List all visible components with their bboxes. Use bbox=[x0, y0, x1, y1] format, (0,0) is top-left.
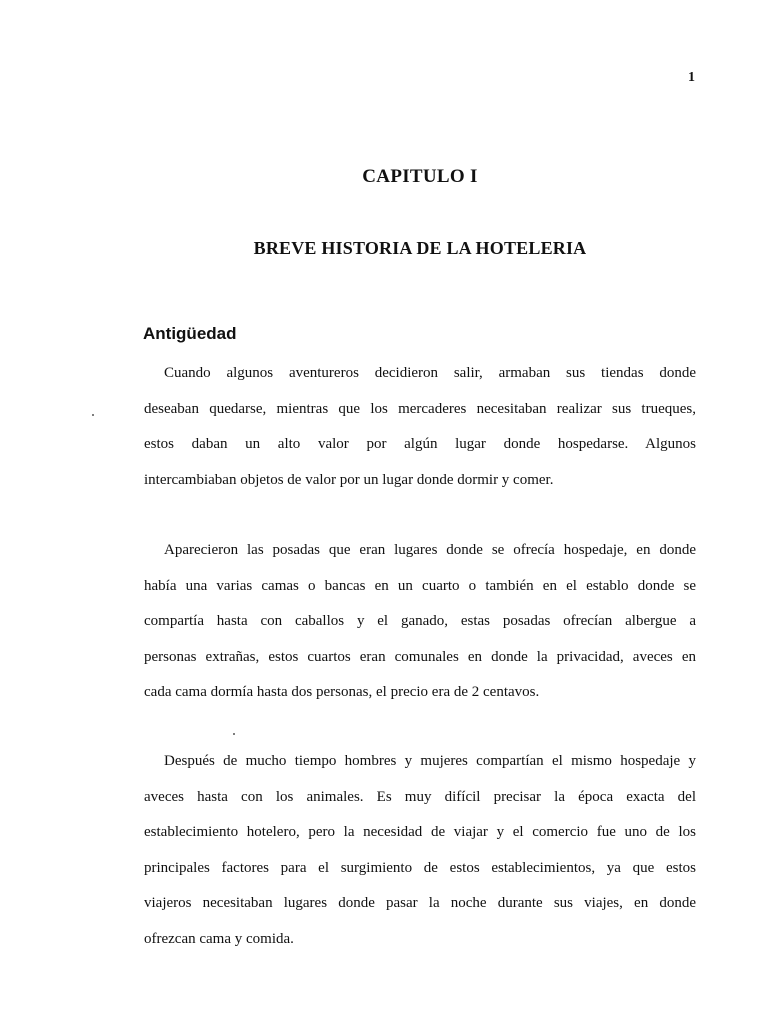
scan-speck bbox=[233, 733, 235, 735]
paragraph-line: aveces hasta con los animales. Es muy difícil precisar la época exacta del bbox=[144, 788, 696, 805]
paragraph-line: intercambiaban objetos de valor por un lugar donde dormir y comer. bbox=[144, 471, 554, 488]
paragraph-line: Aparecieron las posadas que eran lugares donde se ofrecía hospedaje, en donde bbox=[164, 542, 696, 558]
page-number: 1 bbox=[688, 70, 695, 85]
paragraph-line: personas extrañas, estos cuartos eran comunales en donde la privacidad, aveces en bbox=[144, 648, 696, 665]
paragraph-line: cada cama dormía hasta dos personas, el precio era de 2 centavos. bbox=[144, 684, 540, 700]
paragraph-line: viajeros necesitaban lugares donde pasar la noche durante sus viajes, en donde bbox=[144, 895, 696, 911]
scan-speck bbox=[92, 414, 94, 416]
paragraph-2 bbox=[144, 533, 696, 711]
paragraph-line: Cuando algunos aventureros decidieron salir, armaban sus tiendas donde bbox=[164, 365, 696, 381]
paragraph-line: establecimiento hotelero, pero la necesidad de viajar y el comercio fue uno de los bbox=[144, 824, 696, 840]
paragraph-line: deseaban quedarse, mientras que los mercaderes necesitaban realizar sus trueques, bbox=[144, 400, 696, 417]
paragraph-3 bbox=[144, 744, 696, 957]
paragraph-line: había una varias camas o bancas en un cuarto o también en el establo donde se bbox=[144, 577, 696, 594]
chapter-heading: CAPITULO I bbox=[362, 166, 478, 187]
paragraph-line: estos daban un alto valor por algún lugar donde hospedarse. Algunos bbox=[144, 436, 696, 452]
paragraph-1 bbox=[144, 356, 696, 498]
section-heading: Antigüedad bbox=[143, 324, 237, 343]
paragraph-line: Después de mucho tiempo hombres y mujeres compartían el mismo hospedaje y bbox=[164, 753, 696, 769]
paragraph-line: principales factores para el surgimiento de estos establecimientos, ya que estos bbox=[144, 859, 696, 876]
paragraph-line: compartía hasta con caballos y el ganado, estas posadas ofrecían albergue a bbox=[144, 613, 696, 629]
chapter-title: BREVE HISTORIA DE LA HOTELERIA bbox=[253, 238, 587, 258]
paragraph-line: ofrezcan cama y comida. bbox=[144, 930, 294, 947]
